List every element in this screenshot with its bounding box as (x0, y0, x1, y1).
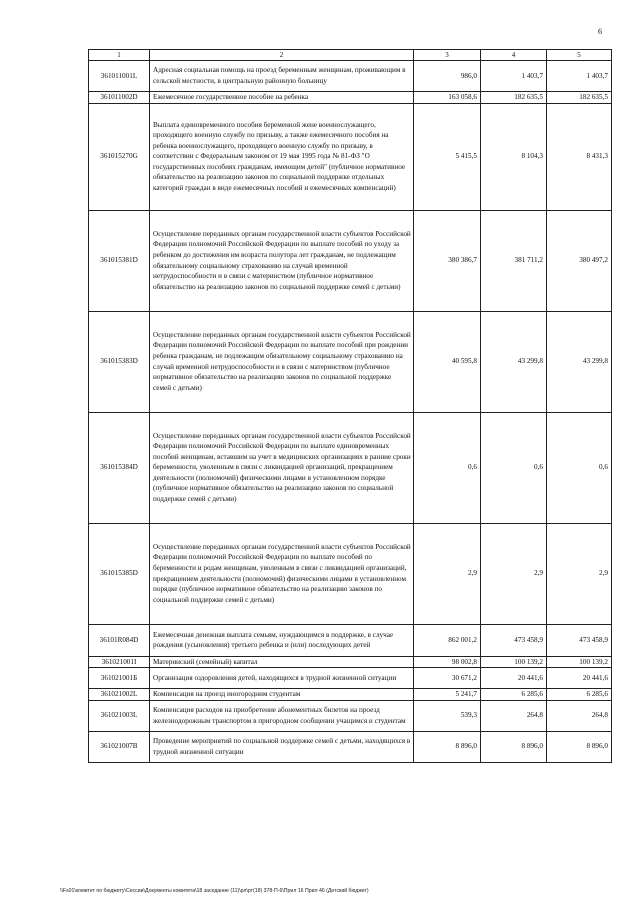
row-code: 361021001I (89, 656, 150, 668)
row-description: Материнский (семейный) капитал (150, 656, 414, 668)
row-value-col4: 8 104,3 (481, 103, 547, 210)
table-row (89, 412, 612, 523)
row-value-col5: 380 497,2 (547, 210, 612, 311)
table-row (89, 103, 612, 210)
table-row (89, 689, 612, 701)
row-value-col4: 100 139,2 (481, 656, 547, 668)
row-code: 361021003L (89, 700, 150, 731)
table-row (89, 210, 612, 311)
row-value-col5: 100 139,2 (547, 656, 612, 668)
row-value-col3: 98 002,8 (414, 656, 481, 668)
row-value-col4: 2,9 (481, 523, 547, 624)
row-value-col3: 0,6 (414, 412, 481, 523)
row-value-col4: 20 441,6 (481, 668, 547, 689)
row-value-col5: 20 441,6 (547, 668, 612, 689)
row-value-col4: 473 458,9 (481, 624, 547, 656)
row-value-col5: 264,8 (547, 700, 612, 731)
row-value-col4: 381 711,2 (481, 210, 547, 311)
row-code: 361015383D (89, 311, 150, 412)
row-value-col3: 8 896,0 (414, 731, 481, 762)
column-header: 5 (547, 50, 612, 61)
row-value-col5: 8 431,3 (547, 103, 612, 210)
row-value-col3: 163 058,6 (414, 92, 481, 104)
row-description: Ежемесячное государственное пособие на ребенка (150, 92, 414, 104)
table-row (89, 668, 612, 689)
row-description: Компенсация на проезд иногородним студентам (150, 689, 414, 701)
row-description: Осуществление переданных органам государственной власти субъектов Российской Федерации полномочий Российской Федерации по выплате пособий по беременности и родам женщинам, уволенным в связи с ликвидацией организаций, прекращением деятельности (полномочий) физическими лицами в установленном порядке (публичное нормативное обязательство на реализацию законов по социальной поддержке семей с детьми) (150, 523, 414, 624)
row-value-col4: 43 299,8 (481, 311, 547, 412)
row-value-col3: 862 001,2 (414, 624, 481, 656)
table-row (89, 92, 612, 104)
row-value-col3: 40 595,8 (414, 311, 481, 412)
row-value-col5: 182 635,5 (547, 92, 612, 104)
column-header: 2 (150, 50, 414, 61)
table-row (89, 311, 612, 412)
row-value-col3: 30 671,2 (414, 668, 481, 689)
row-value-col4: 8 896,0 (481, 731, 547, 762)
row-description: Осуществление переданных органам государственной власти субъектов Российской Федерации полномочий Российской Федерации по выплате пособий по уходу за ребенком до достижения им возраста полутора лет гражданам, не подлежащим обязательному социальному страхованию на случай временной нетрудоспособности и в связи с материнством (публичное нормативное обязательство на реализацию законов по социальной поддержке семей с детьми) (150, 210, 414, 311)
row-code: 361021001Б (89, 668, 150, 689)
row-description: Организация оздоровления детей, находящихся в трудной жизненной ситуации (150, 668, 414, 689)
row-description: Проведение мероприятий по социальной поддержке семей с детьми, находящихся в трудной жизненной ситуации (150, 731, 414, 762)
row-value-col4: 6 285,6 (481, 689, 547, 701)
row-description: Выплата единовременного пособия беременной жене военнослужащего, проходящего военную службу по призыву, а также ежемесячного пособия на ребенка военнослужащего, проходящего военную службу по призыву, в соответствии с Федеральным законом от 19 мая 1995 года № 81-ФЗ "О государственных пособиях гражданам, имеющим детей" (публичное нормативное обязательство на реализацию законов по социальной поддержке отдельных категорий граждан в виде ежемесячных пособий и ежемесячных компенсаций) (150, 103, 414, 210)
row-description: Осуществление переданных органам государственной власти субъектов Российской Федерации полномочий Российской Федерации по выплате единовременных пособий женщинам, вставшим на учет в медицинских организациях в ранние сроки беременности, уволенным в связи с ликвидацией организаций, прекращением деятельности (полномочий) физическими лицами в установленном порядке (публичное нормативное обязательство на реализацию законов по социальной поддержке семей с детьми) (150, 412, 414, 523)
row-value-col5: 2,9 (547, 523, 612, 624)
row-description: Осуществление переданных органам государственной власти субъектов Российской Федерации полномочий Российской Федерации по выплате пособий при рождении ребенка гражданам, не подлежащим обязательному социальному страхованию на случай временной нетрудоспособности и в связи с материнством (публичное нормативное обязательство на реализацию законов по социальной поддержке семей с детьми) (150, 311, 414, 412)
row-value-col3: 539,3 (414, 700, 481, 731)
table-row (89, 731, 612, 762)
table-row (89, 624, 612, 656)
budget-table (88, 49, 612, 763)
row-code: 361011001L (89, 61, 150, 92)
row-code: 361015384D (89, 412, 150, 523)
row-value-col5: 43 299,8 (547, 311, 612, 412)
row-value-col3: 5 415,5 (414, 103, 481, 210)
row-value-col4: 182 635,5 (481, 92, 547, 104)
row-value-col5: 473 458,9 (547, 624, 612, 656)
row-description: Ежемесячная денежная выплата семьям, нуждающимся в поддержке, в случае рождения (усыновления) третьего ребенка и (или) последующих детей (150, 624, 414, 656)
row-code: 361021002L (89, 689, 150, 701)
row-value-col5: 8 896,0 (547, 731, 612, 762)
row-description: Адресная социальная помощь на проезд беременным женщинам, проживающим в сельской местности, в центральную районную больницу (150, 61, 414, 92)
page-number: 6 (598, 27, 602, 36)
row-code: 36101R084D (89, 624, 150, 656)
file-path-footer: \\Fs01\комитет по бюджету\Сессии\Документы комитета\18 заседание (11)\рл\рт(18) 378-П-6\Прил 16 Прил 46 (Детский бюджет) (60, 888, 369, 894)
table-row (89, 700, 612, 731)
row-value-col3: 5 241,7 (414, 689, 481, 701)
row-value-col5: 1 403,7 (547, 61, 612, 92)
table-row (89, 61, 612, 92)
row-code: 361015381D (89, 210, 150, 311)
row-code: 361015270G (89, 103, 150, 210)
row-value-col3: 2,9 (414, 523, 481, 624)
row-value-col3: 380 386,7 (414, 210, 481, 311)
table-row (89, 523, 612, 624)
column-header: 3 (414, 50, 481, 61)
row-code: 361021007В (89, 731, 150, 762)
row-description: Компенсация расходов на приобретение абонементных билетов на проезд железнодорожным транспортом в пригородном сообщении учащимся и студентам (150, 700, 414, 731)
row-value-col4: 0,6 (481, 412, 547, 523)
row-value-col5: 0,6 (547, 412, 612, 523)
table-header-row (89, 50, 612, 61)
row-value-col5: 6 285,6 (547, 689, 612, 701)
row-code: 361015385D (89, 523, 150, 624)
row-value-col4: 1 403,7 (481, 61, 547, 92)
table-row (89, 656, 612, 668)
column-header: 1 (89, 50, 150, 61)
row-code: 361011002D (89, 92, 150, 104)
column-header: 4 (481, 50, 547, 61)
row-value-col4: 264,8 (481, 700, 547, 731)
row-value-col3: 986,0 (414, 61, 481, 92)
